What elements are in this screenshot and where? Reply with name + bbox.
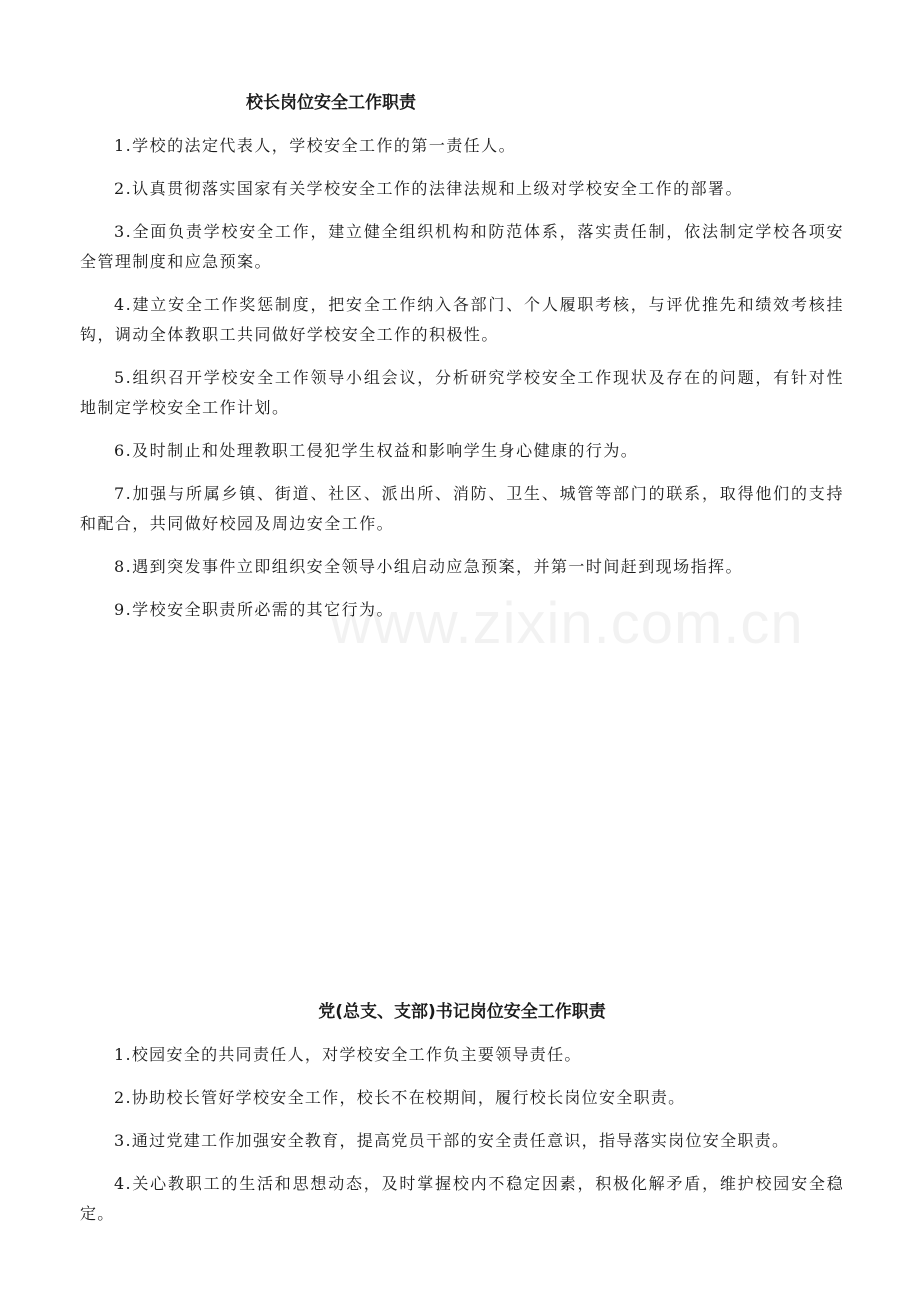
duty-item: 7.加强与所属乡镇、街道、社区、派出所、消防、卫生、城管等部门的联系，取得他们的支持和配合，共同做好校园及周边安全工作。	[80, 484, 844, 533]
section-title: 校长岗位安全工作职责	[246, 93, 416, 113]
section-title: 党(总支、支部)书记岗位安全工作职责	[318, 1002, 606, 1022]
duty-item: 2.协助校长管好学校安全工作，校长不在校期间，履行校长岗位安全职责。	[114, 1088, 686, 1107]
duty-item: 5.组织召开学校安全工作领导小组会议，分析研究学校安全工作现状及存在的问题，有针对性地制定学校安全工作计划。	[80, 368, 844, 417]
party-secretary-duties-section	[80, 997, 844, 1242]
duty-item: 1.学校的法定代表人，学校安全工作的第一责任人。	[114, 136, 517, 155]
duty-item: 1.校园安全的共同责任人，对学校安全工作负主要领导责任。	[114, 1045, 582, 1064]
duty-item: 6.及时制止和处理教职工侵犯学生权益和影响学生身心健康的行为。	[114, 441, 639, 460]
principal-duties-section	[80, 88, 844, 638]
duty-item: 3.通过党建工作加强安全教育，提高党员干部的安全责任意识，指导落实岗位安全职责。	[114, 1131, 790, 1150]
duty-item: 2.认真贯彻落实国家有关学校安全工作的法律法规和上级对学校安全工作的部署。	[114, 179, 743, 198]
watermark-text: www.zixin.com.cn	[330, 591, 804, 656]
duty-item: 9.学校安全职责所必需的其它行为。	[114, 600, 394, 619]
duty-item: 4.关心教职工的生活和思想动态，及时掌握校内不稳定因素，积极化解矛盾，维护校园安全稳定。	[80, 1174, 844, 1223]
duty-item: 8.遇到突发事件立即组织安全领导小组启动应急预案，并第一时间赶到现场指挥。	[114, 557, 743, 576]
duty-item: 4.建立安全工作奖惩制度，把安全工作纳入各部门、个人履职考核，与评优推先和绩效考核挂钩，调动全体教职工共同做好学校安全工作的积极性。	[80, 295, 844, 344]
duty-item: 3.全面负责学校安全工作，建立健全组织机构和防范体系，落实责任制，依法制定学校各项安全管理制度和应急预案。	[80, 222, 844, 271]
